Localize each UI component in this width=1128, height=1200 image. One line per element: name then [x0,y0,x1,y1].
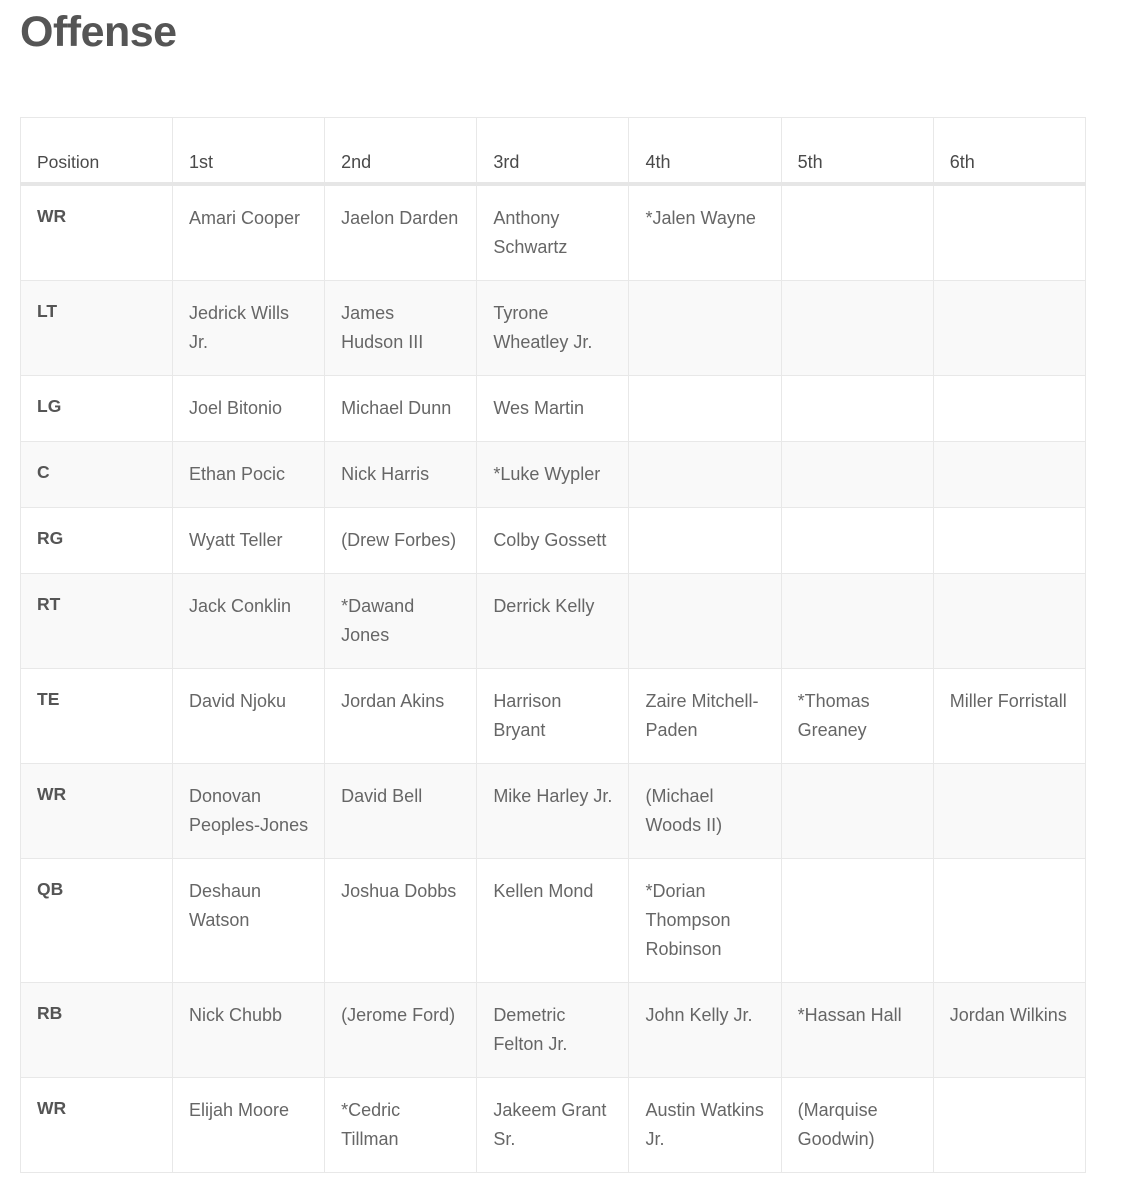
table-row [21,280,1086,375]
player-cell [629,441,781,507]
player-cell: John Kelly Jr. [629,982,781,1077]
player-cell [629,507,781,573]
player-cell [933,441,1085,507]
player-cell: Tyrone Wheatley Jr. [477,280,629,375]
player-cell: Jakeem Grant Sr. [477,1077,629,1172]
column-header-1st: 1st [173,118,325,184]
player-cell [933,573,1085,668]
position-cell: RG [21,507,173,573]
player-cell: David Bell [325,763,477,858]
player-cell [933,280,1085,375]
player-cell: *Jalen Wayne [629,184,781,281]
position-cell: RT [21,573,173,668]
player-cell: Anthony Schwartz [477,184,629,281]
position-cell: RB [21,982,173,1077]
position-cell: LG [21,375,173,441]
player-cell: (Drew Forbes) [325,507,477,573]
table-row [21,982,1086,1077]
position-cell: WR [21,184,173,281]
player-cell [781,573,933,668]
player-cell: David Njoku [173,668,325,763]
player-cell: *Luke Wypler [477,441,629,507]
table-header-row [21,118,1086,184]
player-cell: Derrick Kelly [477,573,629,668]
player-cell [781,763,933,858]
player-cell: Joel Bitonio [173,375,325,441]
player-cell: Zaire Mitchell-Paden [629,668,781,763]
table-row [21,858,1086,982]
player-cell: Mike Harley Jr. [477,763,629,858]
player-cell [629,280,781,375]
column-header-position: Position [21,118,173,184]
player-cell [781,507,933,573]
player-cell: Amari Cooper [173,184,325,281]
player-cell: Jedrick Wills Jr. [173,280,325,375]
player-cell [933,1077,1085,1172]
player-cell: Jordan Wilkins [933,982,1085,1077]
column-header-2nd: 2nd [325,118,477,184]
column-header-3rd: 3rd [477,118,629,184]
table-row [21,441,1086,507]
player-cell [781,184,933,281]
player-cell: Joshua Dobbs [325,858,477,982]
table-row [21,375,1086,441]
player-cell: Michael Dunn [325,375,477,441]
player-cell: Nick Harris [325,441,477,507]
table-row [21,573,1086,668]
player-cell: Deshaun Watson [173,858,325,982]
player-cell: Jack Conklin [173,573,325,668]
player-cell [933,507,1085,573]
player-cell [629,375,781,441]
player-cell: Colby Gossett [477,507,629,573]
depth-chart-table [20,117,1086,1173]
player-cell [781,858,933,982]
table-row [21,763,1086,858]
player-cell: Donovan Peoples-Jones [173,763,325,858]
player-cell: (Michael Woods II) [629,763,781,858]
column-header-5th: 5th [781,118,933,184]
player-cell: *Cedric Tillman [325,1077,477,1172]
player-cell [933,763,1085,858]
player-cell: (Jerome Ford) [325,982,477,1077]
player-cell: *Dawand Jones [325,573,477,668]
player-cell: Jaelon Darden [325,184,477,281]
player-cell: Harrison Bryant [477,668,629,763]
position-cell: C [21,441,173,507]
position-cell: TE [21,668,173,763]
player-cell: Elijah Moore [173,1077,325,1172]
player-cell: *Dorian Thompson Robinson [629,858,781,982]
player-cell: Nick Chubb [173,982,325,1077]
column-header-4th: 4th [629,118,781,184]
player-cell: Ethan Pocic [173,441,325,507]
player-cell: (Marquise Goodwin) [781,1077,933,1172]
page-title: Offense [20,8,177,56]
position-cell: WR [21,763,173,858]
player-cell [629,573,781,668]
player-cell: Wes Martin [477,375,629,441]
table-row [21,1077,1086,1172]
player-cell [781,375,933,441]
player-cell: Kellen Mond [477,858,629,982]
player-cell: *Hassan Hall [781,982,933,1077]
player-cell: James Hudson III [325,280,477,375]
player-cell: Austin Watkins Jr. [629,1077,781,1172]
position-cell: LT [21,280,173,375]
player-cell [933,375,1085,441]
player-cell [933,858,1085,982]
player-cell: Jordan Akins [325,668,477,763]
table-row [21,184,1086,281]
player-cell [781,280,933,375]
player-cell [933,184,1085,281]
table-row [21,668,1086,763]
position-cell: WR [21,1077,173,1172]
player-cell: Miller Forristall [933,668,1085,763]
player-cell: Wyatt Teller [173,507,325,573]
column-header-6th: 6th [933,118,1085,184]
player-cell: *Thomas Greaney [781,668,933,763]
player-cell [781,441,933,507]
table-row [21,507,1086,573]
player-cell: Demetric Felton Jr. [477,982,629,1077]
position-cell: QB [21,858,173,982]
